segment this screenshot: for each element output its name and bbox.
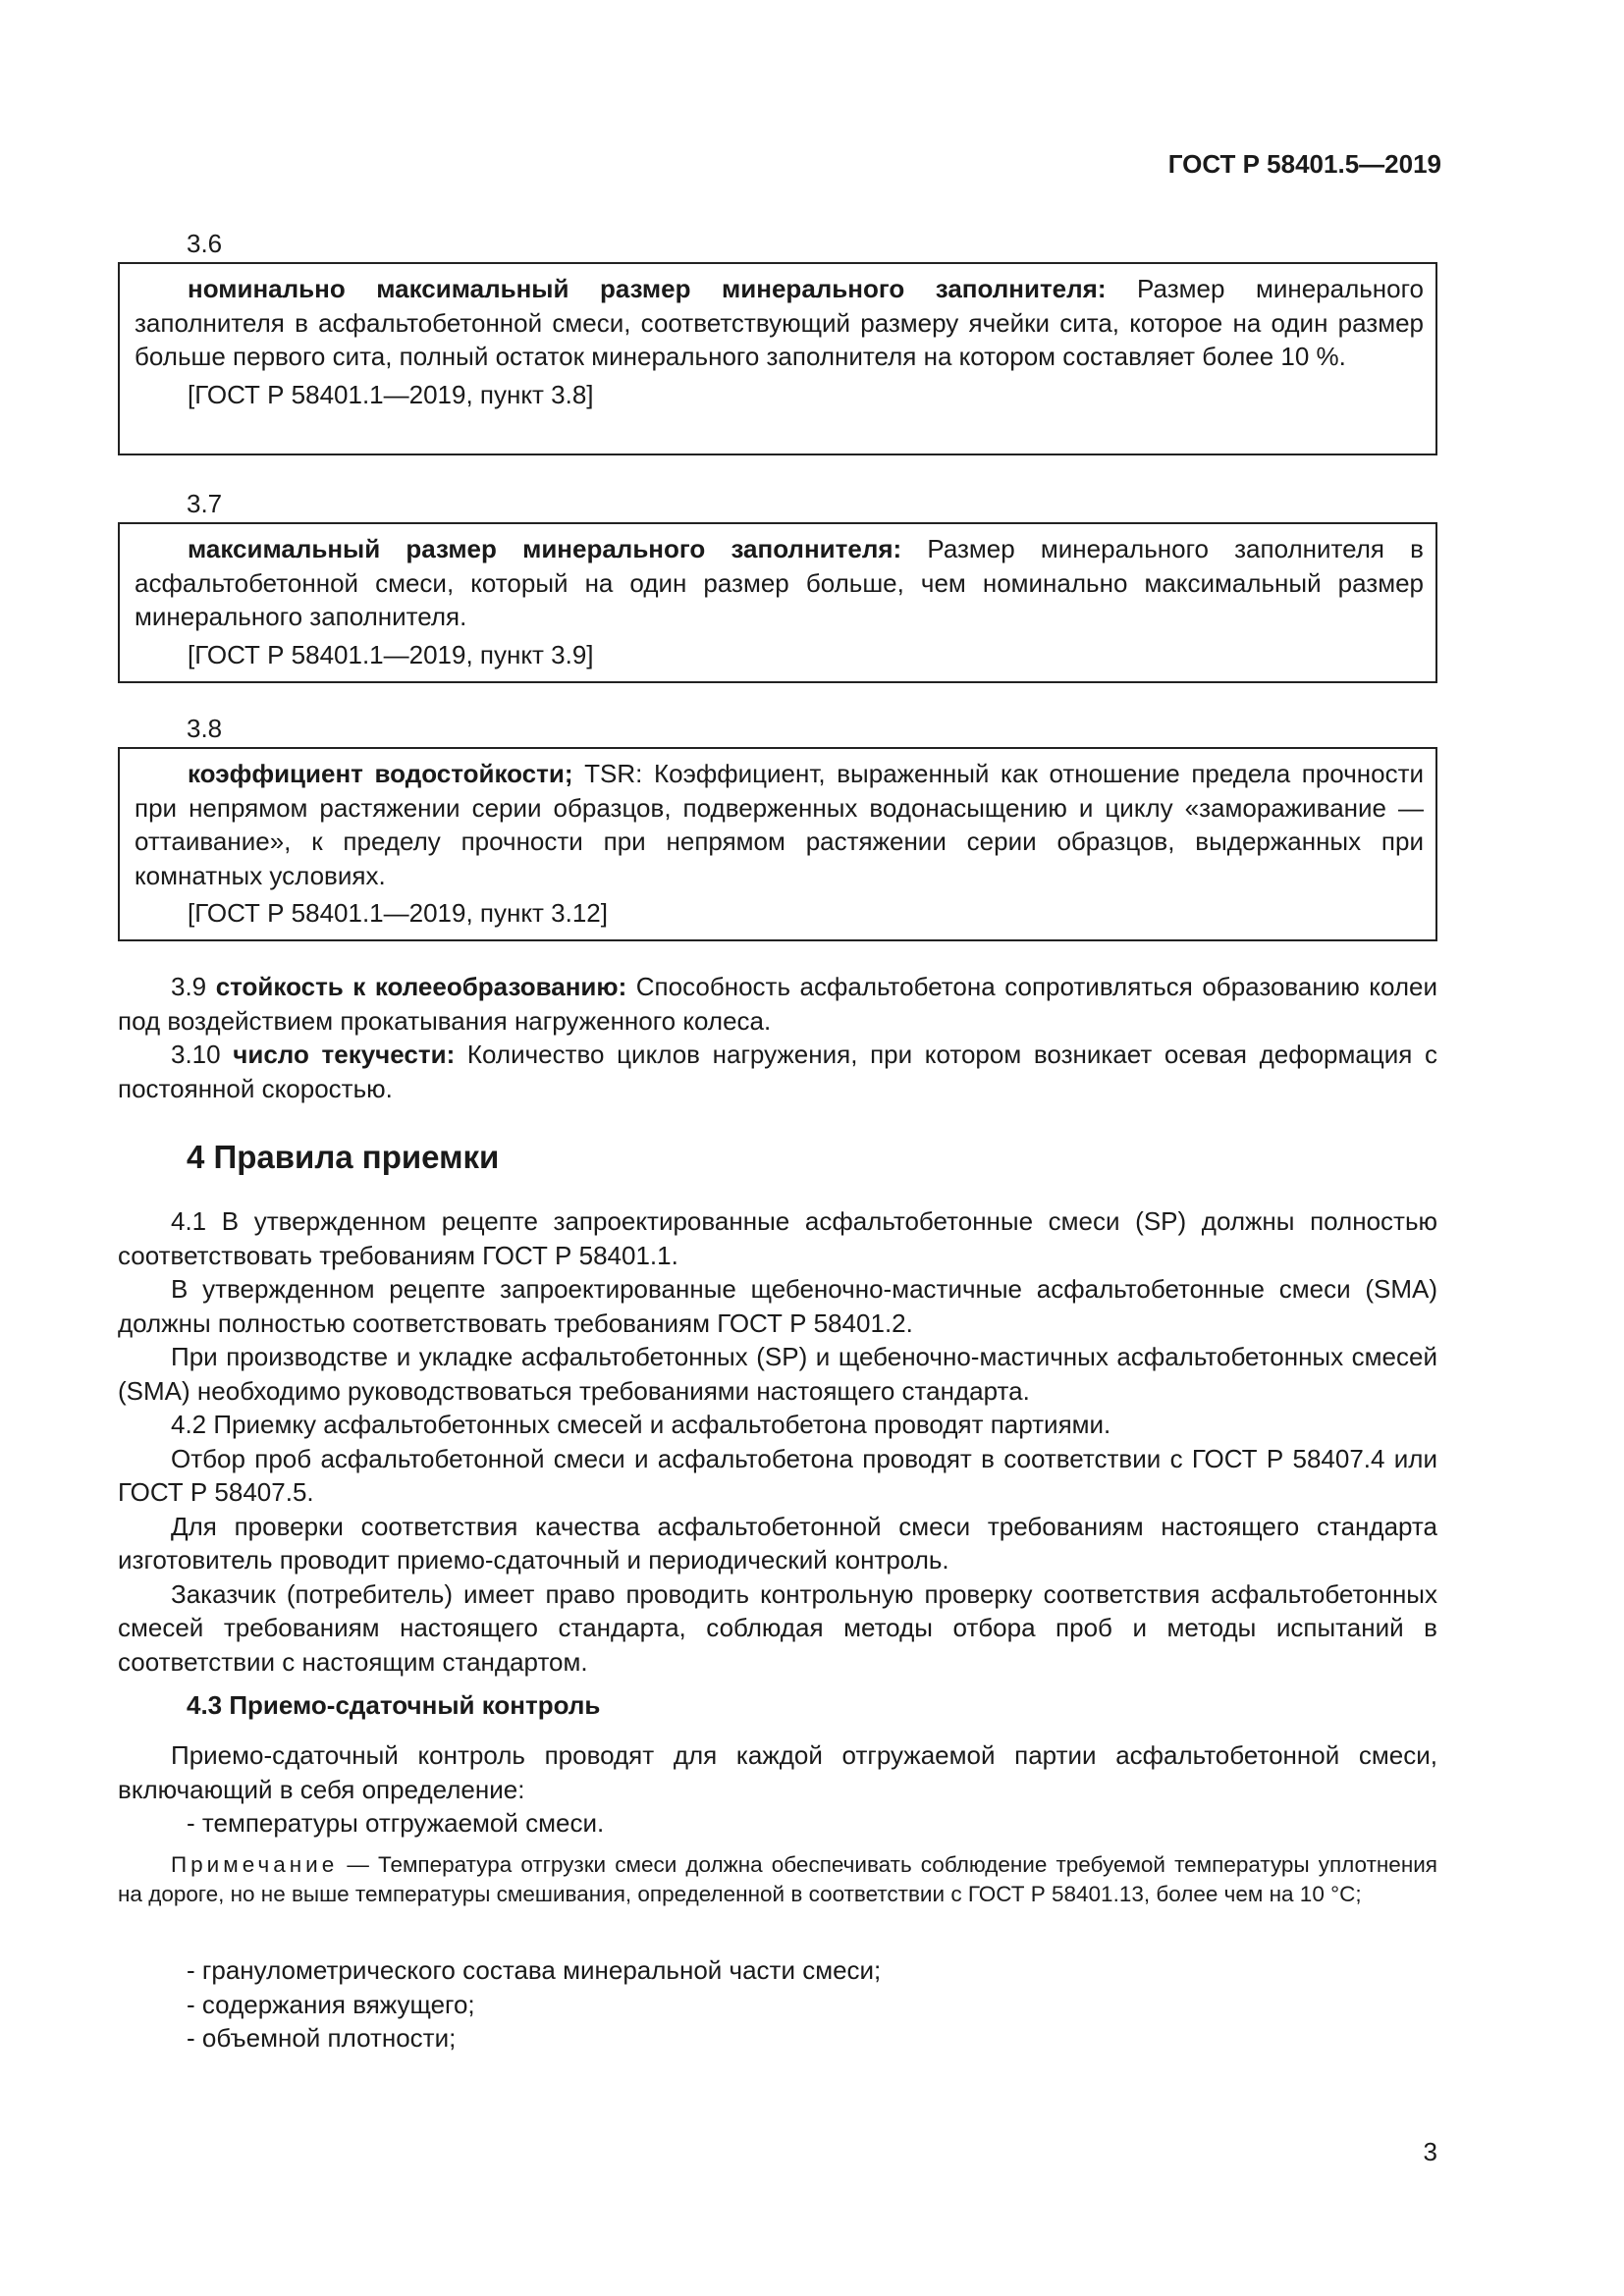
definition-source: [ГОСТ Р 58401.1—2019, пункт 3.8]	[188, 379, 594, 409]
list-item: - гранулометрического состава минеральной части смеси;	[187, 1955, 882, 1985]
paragraph: Для проверки соответствия качества асфальтобетонной смеси требованиям настоящего стандарта изготовитель проводит приемо-сдаточный и периодический контроль.	[118, 1511, 1437, 1575]
definition-text: коэффициент водостойкости; TSR: Коэффициент, выраженный как отношение предела прочности при непрямом растяжении серии образцов, подверженных водонасыщению и циклу «замораживание — оттаивание», к пределу прочности при непрямом растяжении серии образцов, выдержанных при комнатных условиях.	[135, 759, 1424, 890]
term-paragraph: 3.9 стойкость к колееобразованию: Способность асфальтобетона сопротивляться образованию колеи под воздействием прокатывания нагруженного колеса.	[118, 972, 1437, 1036]
definition-term: номинально максимальный размер минерального заполнителя:	[188, 274, 1107, 303]
definition-text: номинально максимальный размер минерального заполнителя: Размер минерального заполнителя в асфальтобетонной смеси, соответствующий размеру ячейки сита, которое на один размер больше первого сита, полный остаток минерального заполнителя на котором составляет более 10 %.	[135, 274, 1424, 371]
definition-box	[118, 262, 1437, 455]
terms-block	[118, 970, 1437, 1105]
definition-source: [ГОСТ Р 58401.1—2019, пункт 3.9]	[188, 639, 594, 669]
paragraph: В утвержденном рецепте запроектированные щебеночно-мастичные асфальтобетонные смеси (SMA) должны полностью соответствовать требованиям ГОСТ Р 58401.2.	[118, 1274, 1437, 1338]
subsection-4-3-body	[118, 1738, 1437, 1841]
section-4-body	[118, 1204, 1437, 1679]
term-name: число текучести:	[233, 1040, 456, 1069]
paragraph: При производстве и укладке асфальтобетонных (SP) и щебеночно-мастичных асфальтобетонных смесей (SMA) необходимо руководствоваться требованиями настоящего стандарта.	[118, 1342, 1437, 1406]
definition-text: максимальный размер минерального заполнителя: Размер минерального заполнителя в асфальтобетонной смеси, который на один размер больше, чем номинально максимальный размер минерального заполнителя.	[135, 534, 1424, 631]
list-item: - объемной плотности;	[187, 2023, 457, 2053]
list-item: - температуры отгружаемой смеси.	[187, 1808, 605, 1838]
paragraph: Заказчик (потребитель) имеет право проводить контрольную проверку соответствия асфальтобетонных смесей требованиям настоящего стандарта, соблюдая методы отбора проб и методы испытаний в соответствии с настоящим стандартом.	[118, 1578, 1437, 1677]
definition-number: 3.6	[187, 229, 223, 258]
requirements-list	[118, 1953, 1437, 2056]
term-name: стойкость к колееобразованию:	[215, 972, 627, 1001]
note-block	[118, 1850, 1437, 1909]
paragraph: Приемо-сдаточный контроль проводят для каждой отгружаемой партии асфальтобетонной смеси, включающий в себя определение:	[118, 1740, 1437, 1804]
document-code-header: ГОСТ Р 58401.5—2019	[1167, 149, 1441, 179]
section-heading: 4 Правила приемки	[187, 1139, 500, 1175]
paragraph: 4.1 В утвержденном рецепте запроектированные асфальтобетонные смеси (SP) должны полностью соответствовать требованиям ГОСТ Р 58401.1.	[118, 1206, 1437, 1270]
subsection-heading: 4.3 Приемо-сдаточный контроль	[187, 1690, 601, 1720]
definition-number: 3.7	[187, 489, 223, 518]
definition-box	[118, 747, 1437, 941]
term-paragraph: 3.10 число текучести: Количество циклов нагружения, при котором возникает осевая деформация с постоянной скоростью.	[118, 1040, 1437, 1103]
definition-term: максимальный размер минерального заполнителя:	[188, 534, 902, 563]
paragraph: 4.2 Приемку асфальтобетонных смесей и асфальтобетона проводят партиями.	[171, 1410, 1111, 1439]
definition-box	[118, 522, 1437, 683]
definition-number: 3.8	[187, 714, 223, 743]
paragraph: Отбор проб асфальтобетонной смеси и асфальтобетона проводят в соответствии с ГОСТ Р 58407.4 или ГОСТ Р 58407.5.	[118, 1443, 1437, 1507]
definition-source: [ГОСТ Р 58401.1—2019, пункт 3.12]	[188, 898, 608, 928]
note-label: Примечание	[171, 1852, 339, 1877]
definition-term: коэффициент водостойкости;	[188, 759, 573, 788]
note-text: Примечание — Температура отгрузки смеси должна обеспечивать соблюдение требуемой температуры уплотнения на дороге, но не выше температуры смешивания, определенной в соответствии с ГОСТ Р 58401.13, более чем на 10 °С;	[118, 1852, 1437, 1906]
page-number: 3	[1423, 2137, 1437, 2166]
list-item: - содержания вяжущего;	[187, 1989, 475, 2019]
